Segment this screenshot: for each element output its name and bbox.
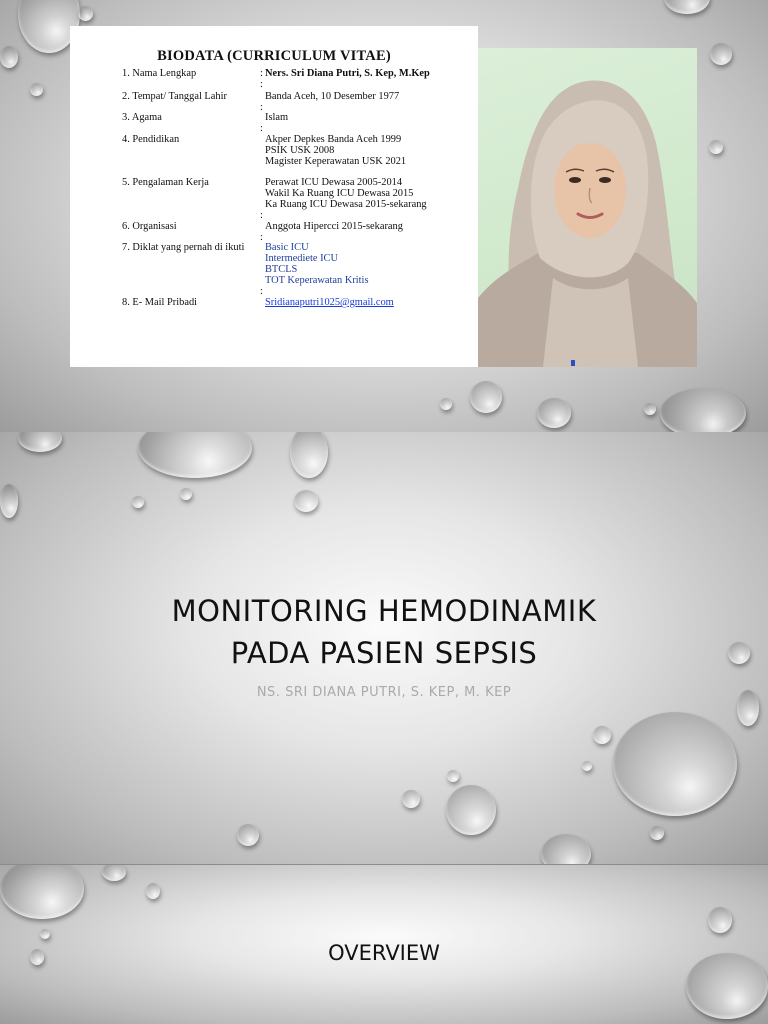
bio-label: 5. Pengalaman Kerja	[122, 177, 209, 188]
water-drop	[290, 432, 328, 478]
bio-colon: :	[260, 79, 263, 90]
bio-value	[265, 242, 495, 286]
bio-value-line: Banda Aceh, 10 Desember 1977	[265, 91, 400, 102]
water-drop	[0, 484, 18, 518]
presentation-title	[0, 590, 768, 674]
bio-value	[265, 134, 495, 167]
bio-label: 4. Pendidikan	[122, 134, 180, 145]
water-drop	[78, 6, 93, 21]
water-drop	[644, 403, 656, 415]
water-drop	[132, 496, 144, 508]
bio-value	[265, 221, 495, 232]
slide-overview	[0, 865, 768, 1024]
water-drop	[613, 712, 737, 816]
water-drop	[446, 785, 496, 835]
water-drop	[709, 140, 723, 154]
bio-label: 8. E- Mail Pribadi	[122, 297, 198, 308]
profile-photo	[478, 48, 697, 367]
bio-value	[265, 68, 495, 79]
slide-title	[0, 432, 768, 865]
bio-value	[265, 177, 495, 210]
water-drop	[541, 834, 591, 865]
water-drop	[294, 490, 318, 512]
bio-value	[265, 297, 495, 308]
bio-value-line: Magister Keperawatan USK 2021	[265, 156, 407, 167]
biodata-card	[70, 26, 478, 367]
bio-value-line: Ners. Sri Diana Putri, S. Kep, M.Kep	[265, 68, 430, 79]
bio-label: 7. Diklat yang pernah di ikuti	[122, 242, 245, 253]
water-drop	[0, 46, 18, 68]
water-drop	[447, 770, 459, 782]
bio-label: 6. Organisasi	[122, 221, 177, 232]
water-drop	[180, 488, 192, 500]
bio-colon: :	[260, 232, 263, 243]
slide-biodata	[0, 0, 768, 432]
water-drop	[664, 0, 710, 14]
bio-label: 1. Nama Lengkap	[122, 68, 197, 79]
water-drop	[146, 883, 160, 899]
bio-colon: :	[260, 123, 263, 134]
water-drop	[650, 826, 664, 840]
bio-value-line: Anggota Hipercci 2015-sekarang	[265, 221, 403, 232]
section-heading: OVERVIEW	[328, 941, 440, 965]
water-drop	[582, 761, 592, 771]
water-drop	[138, 432, 252, 478]
water-drop	[0, 865, 84, 919]
presenter-subtitle: NS. SRI DIANA PUTRI, S. KEP, M. KEP	[256, 685, 512, 700]
bio-value-line: Akper Depkes Banda Aceh 1999	[265, 134, 402, 145]
email-link[interactable]: Sridianaputri1025@gmail.com	[265, 297, 394, 308]
water-drop	[102, 865, 126, 881]
water-drop	[40, 929, 50, 939]
bio-value-line: BTCLS	[265, 264, 298, 275]
bio-value-line: Perawat ICU Dewasa 2005-2014	[265, 177, 403, 188]
bio-value-line: PSIK USK 2008	[265, 145, 335, 156]
bio-label: 2. Tempat/ Tanggal Lahir	[122, 91, 227, 102]
title-line: PADA PASIEN SEPSIS	[230, 636, 538, 670]
bio-value-line: Ka Ruang ICU Dewasa 2015-sekarang	[265, 199, 427, 210]
water-drop	[537, 398, 571, 428]
bio-label: 3. Agama	[122, 112, 162, 123]
water-drop	[470, 381, 502, 413]
bio-value-line: Intermediete ICU	[265, 253, 338, 264]
portrait-illustration	[478, 48, 697, 367]
bio-value-line: Islam	[265, 112, 289, 123]
bio-value-line: Wakil Ka Ruang ICU Dewasa 2015	[265, 188, 414, 199]
bio-colon: :	[260, 286, 263, 297]
bio-value-line: Basic ICU	[265, 242, 309, 253]
water-drop	[30, 83, 43, 96]
water-drop	[660, 388, 746, 432]
card-title: BIODATA (CURRICULUM VITAE)	[157, 48, 391, 64]
bio-colon: :	[260, 68, 263, 79]
bio-colon: :	[260, 102, 263, 113]
water-drop	[708, 907, 732, 933]
water-drop	[18, 432, 62, 452]
bio-value-line: TOT Keperawatan Kritis	[265, 275, 369, 286]
bio-value	[265, 112, 495, 123]
water-drop	[593, 726, 611, 744]
water-drop	[440, 398, 452, 410]
water-drop	[237, 824, 259, 846]
bio-colon: :	[260, 210, 263, 221]
title-line: MONITORING HEMODINAMIK	[171, 594, 597, 628]
water-drop	[402, 790, 420, 808]
water-drop	[710, 43, 732, 65]
bio-value	[265, 91, 495, 102]
